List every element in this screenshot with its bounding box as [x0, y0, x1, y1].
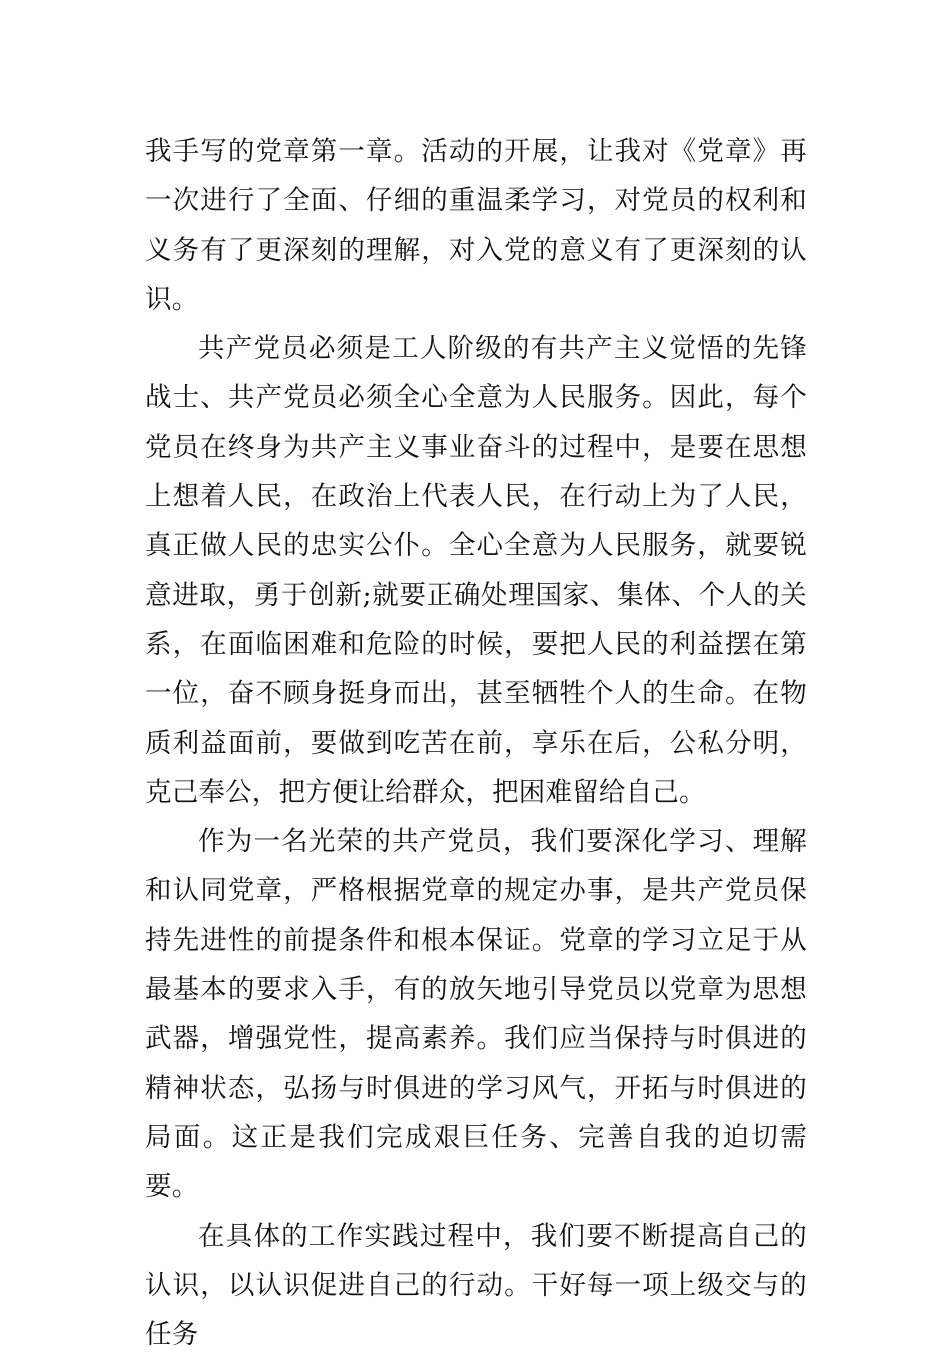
paragraph-3: 作为一名光荣的共产党员，我们要深化学习、理解和认同党章，严格根据党章的规定办事，是共产党员保持先进性的前提条件和根本保证。党章的学习立足于从最基本的要求入手，有的放矢地引导党员以党章为思想武器，增强党性，提高素养。我们应当保持与时俱进的精神状态，弘扬与时俱进的学习风气，开拓与时俱进的局面。这正是我们完成艰巨任务、完善自我的迫切需要。: [145, 826, 807, 1203]
document-body: [145, 127, 807, 1359]
paragraph-4: 在具体的工作实践过程中，我们要不断提高自己的认识，以认识促进自己的行动。干好每一项上级交与的任务: [145, 1220, 807, 1351]
paragraph-1: 我手写的党章第一章。活动的开展，让我对《党章》再一次进行了全面、仔细的重温柔学习，对党员的权利和义务有了更深刻的理解，对入党的意义有了更深刻的认识。: [145, 136, 807, 315]
paragraph-2: 共产党员必须是工人阶级的有共产主义觉悟的先锋战士、共产党员必须全心全意为人民服务。因此，每个党员在终身为共产主义事业奋斗的过程中，是要在思想上想着人民，在政治上代表人民，在行动上为了人民，真正做人民的忠实公仆。全心全意为人民服务，就要锐意进取，勇于创新;就要正确处理国家、集体、个人的关系，在面临困难和危险的时候，要把人民的利益摆在第一位，奋不顾身挺身而出，甚至牺牲个人的生命。在物质利益面前，要做到吃苦在前，享乐在后，公私分明，克己奉公，把方便让给群众，把困难留给自己。: [145, 333, 807, 808]
